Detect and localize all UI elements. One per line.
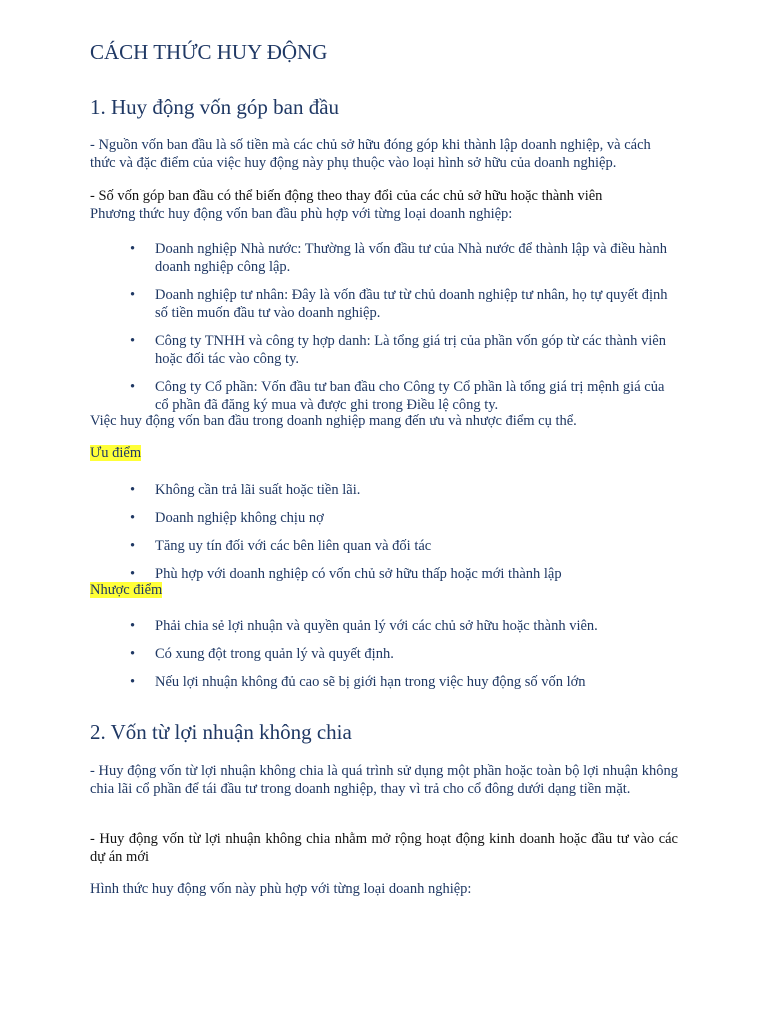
list-item: • Phù hợp với doanh nghiệp có vốn chủ sở hữu thấp hoặc mới thành lập bbox=[90, 565, 678, 583]
list-item: • Tăng uy tín đối với các bên liên quan và đối tác bbox=[90, 537, 678, 555]
section-2-paragraph-3: Hình thức huy động vốn này phù hợp với từng loại doanh nghiệp: bbox=[90, 881, 472, 897]
list-item: • Nếu lợi nhuận không đủ cao sẽ bị giới hạn trong việc huy động số vốn lớn bbox=[90, 673, 678, 691]
cons-list bbox=[90, 617, 678, 691]
list-item: • Doanh nghiệp không chịu nợ bbox=[90, 509, 678, 527]
section-1-paragraph-1: - Nguồn vốn ban đầu là số tiền mà các chủ sở hữu đóng góp khi thành lập doanh nghiệp, và cách thức và đặc điểm của việc huy động này phụ thuộc vào loại hình sở hữu của doanh nghiệp. bbox=[90, 137, 651, 171]
section-1-paragraph-2: - Số vốn góp ban đầu có thể biến động theo thay đổi của các chủ sở hữu hoặc thành viên bbox=[90, 188, 603, 204]
section-2-paragraph-1: - Huy động vốn từ lợi nhuận không chia là quá trình sử dụng một phần hoặc toàn bộ lợi nhuận không chia lãi cổ phần để tái đầu tư trong doanh nghiệp, thay vì trả cho cổ đông dưới dạng tiền mặt. bbox=[90, 763, 678, 797]
pros-list bbox=[90, 481, 678, 583]
list-item: • Công ty Cổ phần: Vốn đầu tư ban đầu cho Công ty Cổ phần là tổng giá trị mệnh giá của cổ phần đã đăng ký mua và được ghi trong Điều lệ công ty. bbox=[90, 378, 678, 414]
list-item: • Có xung đột trong quản lý và quyết định. bbox=[90, 645, 678, 663]
pros-label: Ưu điểm bbox=[90, 445, 142, 461]
cons-label: Nhược điểm bbox=[90, 582, 163, 598]
section-1-heading: 1. Huy động vốn góp ban đầu bbox=[90, 95, 340, 119]
list-item: • Phải chia sẻ lợi nhuận và quyền quản lý với các chủ sở hữu hoặc thành viên. bbox=[90, 617, 678, 635]
section-1-paragraph-3: Phương thức huy động vốn ban đầu phù hợp với từng loại doanh nghiệp: bbox=[90, 206, 513, 222]
section-1-paragraph-4: Việc huy động vốn ban đầu trong doanh nghiệp mang đến ưu và nhược điểm cụ thể. bbox=[90, 413, 577, 429]
document-title: CÁCH THỨC HUY ĐỘNG bbox=[90, 40, 328, 64]
section-2-heading: 2. Vốn từ lợi nhuận không chia bbox=[90, 720, 352, 744]
business-types-list bbox=[90, 240, 678, 414]
list-item: • Doanh nghiệp Nhà nước: Thường là vốn đầu tư của Nhà nước để thành lập và điều hành doanh nghiệp công lập. bbox=[90, 240, 678, 276]
list-item: • Doanh nghiệp tư nhân: Đây là vốn đầu tư từ chủ doanh nghiệp tư nhân, họ tự quyết định số tiền muốn đầu tư vào doanh nghiệp. bbox=[90, 286, 678, 322]
section-2-paragraph-2: - Huy động vốn từ lợi nhuận không chia nhằm mở rộng hoạt động kinh doanh hoặc đầu tư vào các dự án mới bbox=[90, 831, 678, 865]
list-item: • Không cần trả lãi suất hoặc tiền lãi. bbox=[90, 481, 678, 499]
list-item: • Công ty TNHH và công ty hợp danh: Là tổng giá trị của phần vốn góp từ các thành viên hoặc đối tác vào công ty. bbox=[90, 332, 678, 368]
